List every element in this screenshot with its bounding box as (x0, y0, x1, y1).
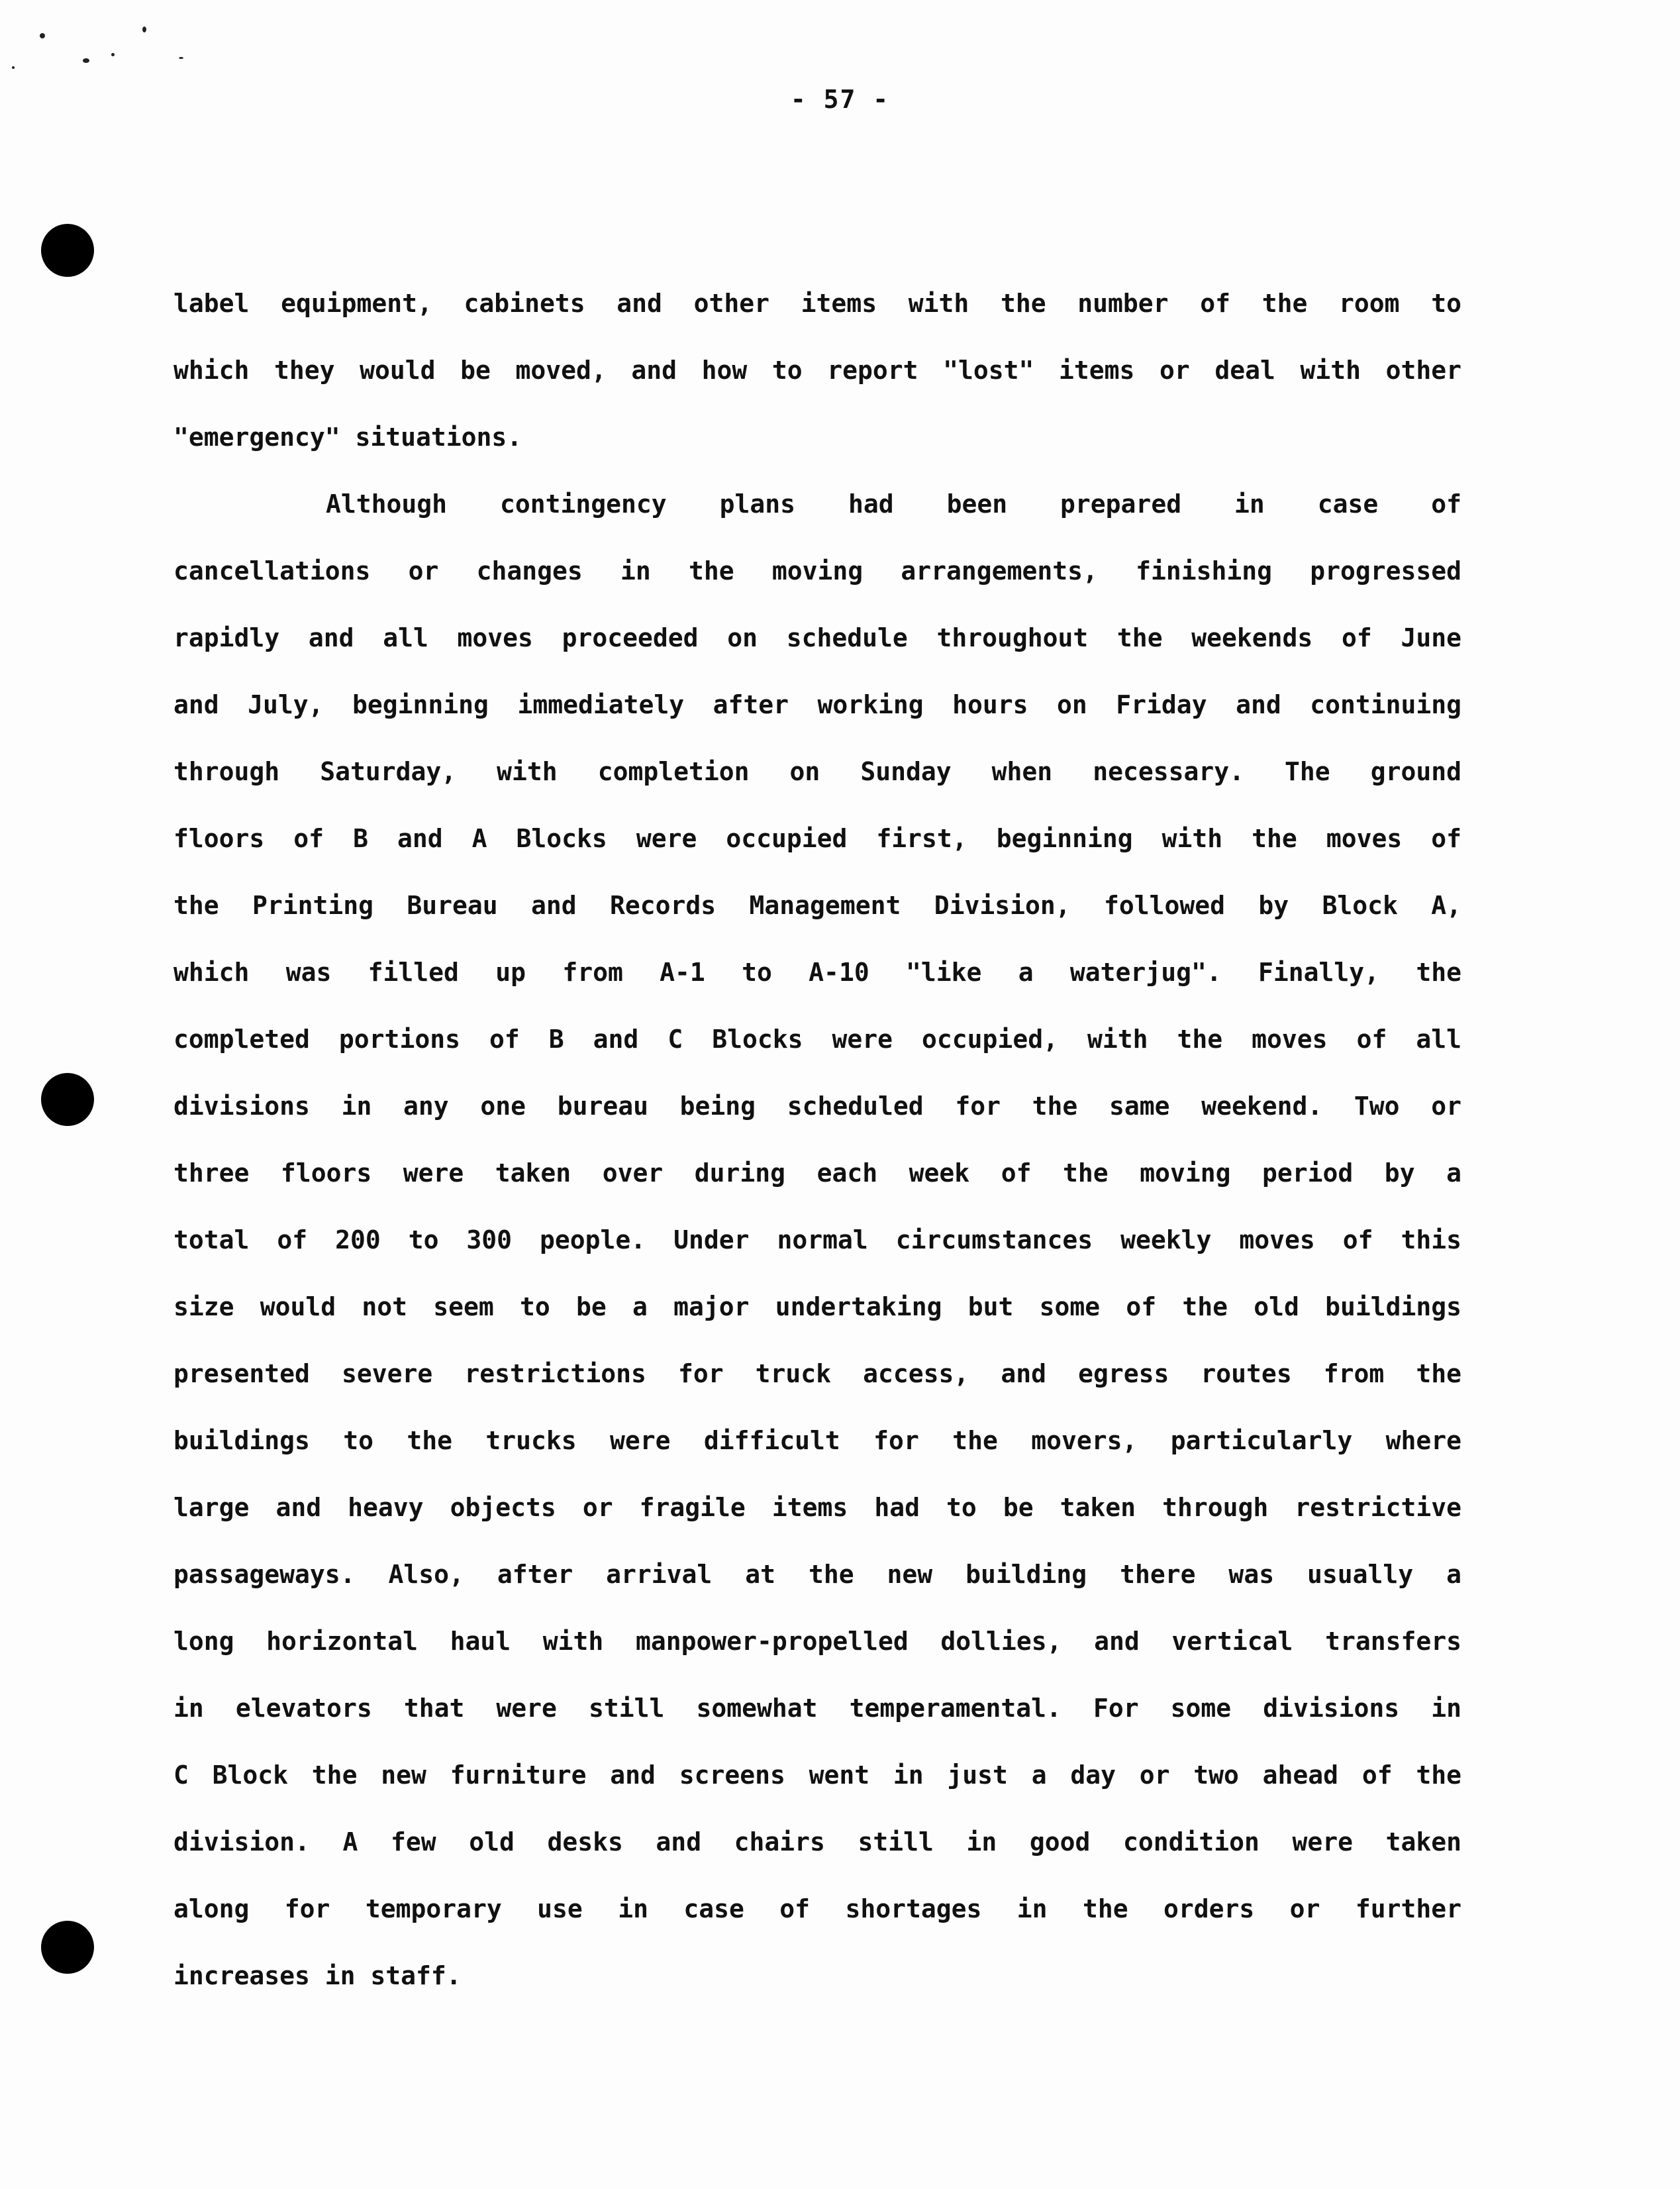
paragraph-first-line: Although contingency plans had been prepared in case of (326, 489, 1461, 519)
text-line: in elevators that were still somewhat temperamental. For some divisions in (173, 1694, 1461, 1723)
text-line: total of 200 to 300 people. Under normal circumstances weekly moves of this (173, 1225, 1461, 1254)
scan-speck (12, 66, 15, 69)
text-line: divisions in any one bureau being scheduled for the same weekend. Two or (173, 1092, 1461, 1121)
scan-speck (83, 58, 89, 63)
text-line: size would not seem to be a major undertaking but some of the old buildings (173, 1292, 1461, 1321)
punch-hole-middle (41, 1073, 94, 1126)
text-line: completed portions of B and C Blocks were occupied, with the moves of all (173, 1025, 1461, 1054)
body-text (173, 270, 1461, 2010)
scan-speck (111, 53, 115, 56)
text-line: and July, beginning immediately after working hours on Friday and continuing (173, 690, 1461, 719)
text-line: presented severe restrictions for truck access, and egress routes from the (173, 1359, 1461, 1388)
text-line: three floors were taken over during each week of the moving period by a (173, 1158, 1461, 1188)
text-line: C Block the new furniture and screens went in just a day or two ahead of the (173, 1760, 1461, 1790)
text-line: which was filled up from A-1 to A-10 "like a waterjug". Finally, the (173, 958, 1461, 987)
scan-speck (40, 33, 45, 38)
text-line: cancellations or changes in the moving arrangements, finishing progressed (173, 556, 1461, 585)
scan-speck (142, 26, 146, 32)
text-line: which they would be moved, and how to report "lost" items or deal with other (173, 356, 1461, 385)
text-line: long horizontal haul with manpower-propelled dollies, and vertical transfers (173, 1627, 1461, 1656)
text-line: along for temporary use in case of shortages in the orders or further (173, 1894, 1461, 1923)
punch-hole-bottom (41, 1921, 94, 1974)
text-line: large and heavy objects or fragile items had to be taken through restrictive (173, 1493, 1461, 1522)
text-line: label equipment, cabinets and other items with the number of the room to (173, 289, 1461, 318)
page-number: - 57 - (790, 85, 890, 114)
text-line: floors of B and A Blocks were occupied first, beginning with the moves of (173, 824, 1461, 853)
text-line: increases in staff. (173, 1961, 462, 1990)
text-line: through Saturday, with completion on Sunday when necessary. The ground (173, 757, 1461, 786)
text-line: "emergency" situations. (173, 423, 522, 452)
text-line: division. A few old desks and chairs still in good condition were taken (173, 1827, 1461, 1857)
text-line: buildings to the trucks were difficult for the movers, particularly where (173, 1426, 1461, 1455)
punch-hole-top (41, 224, 94, 277)
text-line: passageways. Also, after arrival at the new building there was usually a (173, 1560, 1461, 1589)
scan-speck (179, 57, 183, 59)
text-line: the Printing Bureau and Records Management Division, followed by Block A, (173, 891, 1461, 920)
text-line: rapidly and all moves proceeded on schedule throughout the weekends of June (173, 623, 1461, 652)
